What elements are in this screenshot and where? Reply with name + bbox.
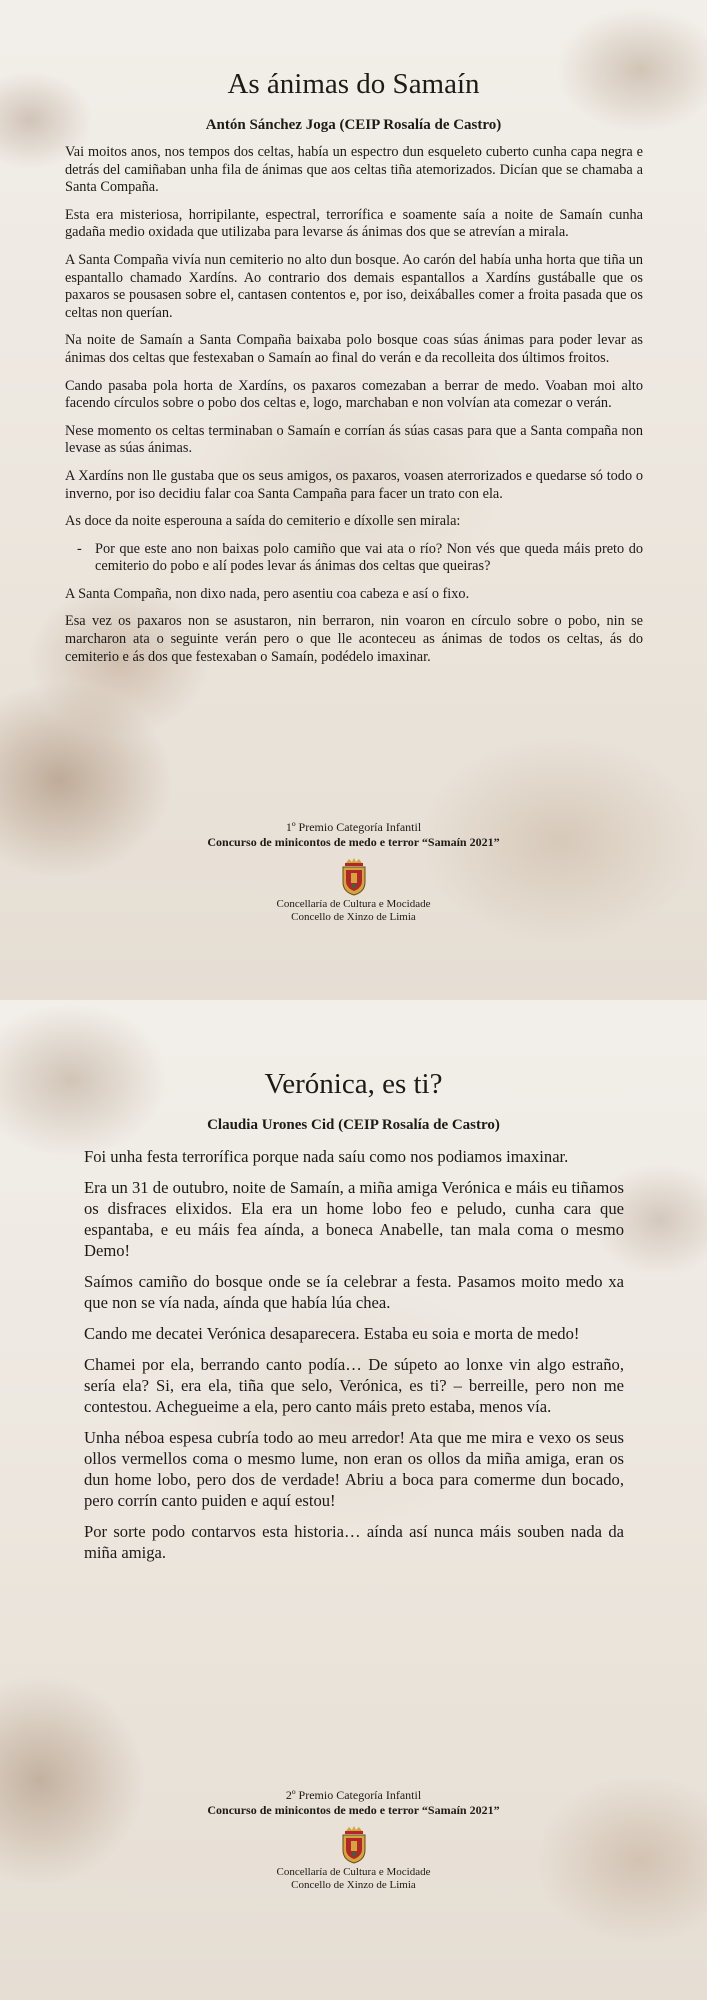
council-crest-icon (341, 858, 367, 896)
paragraph: Esa vez os paxaros non se asustaron, nin berraron, nin voaron en círculo sobre o pobo, nin se marcharon ata o seguinte verán pero o que lle aconteceu as ánimas de todos os celtas, ás do cemiterio e ás dos que festexaban o Samaín, podédelo imaxinar. (65, 613, 643, 665)
prize-label: 2º Premio Categoría Infantil (285, 1788, 422, 1802)
paragraph: Cando me decatei Verónica desaparecera. Estaba eu soia e morta de medo! (84, 1324, 580, 1343)
story-body (84, 1146, 624, 1573)
department-label: Concellaría de Cultura e Mocidade (276, 898, 431, 910)
paragraph: Era un 31 de outubro, noite de Samaín, a miña amiga Verónica e máis eu tiñamos os disfraces elixidos. Ela era un home lobo feo e peludo, cunha cara que espantaba, e eu máis fea aínda, a boneca Anabelle, tan mala coma o mesmo Demo! (84, 1178, 624, 1260)
contest-label: Concurso de minicontos de medo e terror “Samaín 2021” (207, 1803, 500, 1817)
paragraph: A Xardíns non lle gustaba que os seus amigos, os paxaros, voasen aterrorizados e quedarse só todo o inverno, por iso decidiu falar coa Santa Campaña para facer un trato con ela. (65, 467, 643, 502)
paragraph: A Santa Compaña, non dixo nada, pero asentiu coa cabeza e así o fixo. (65, 585, 470, 602)
paragraph: Por sorte podo contarvos esta historia… aínda así nunca máis souben nada da miña amiga. (84, 1522, 624, 1562)
contest-label: Concurso de minicontos de medo e terror “Samaín 2021” (207, 835, 500, 849)
dialogue-quote: - Por que este ano non baixas polo camiño que vai ata o río? Non vés que queda máis preto do cemiterio do pobo e alí podes levar ás ánimas dos celtas que queiras? (87, 541, 643, 576)
dialogue-list (65, 541, 643, 576)
paragraph: Unha néboa espesa cubría todo ao meu arredor! Ata que me mira e vexo os seus ollos vermellos coma o mesmo lume, non eran os ollos da miña amiga, eran os dun home lobo, pero dos de verdade! Abriu a boca para comerme dun bocado, pero corrín canto puiden e aquí estou! (84, 1428, 624, 1510)
story-body (65, 144, 643, 676)
department-label: Concellaría de Cultura e Mocidade (276, 1866, 431, 1878)
story-title: Verónica, es ti? (264, 1068, 443, 1100)
paragraph: As doce da noite esperouna a saída do cemiterio e díxolle sen mirala: (65, 513, 461, 530)
prize-label: 1º Premio Categoría Infantil (285, 820, 422, 834)
story-page-2 (0, 1000, 707, 2000)
paragraph: Saímos camiño do bosque onde se ía celebrar a festa. Pasamos moito medo xa que non se vía nada, aínda que había lúa chea. (84, 1272, 624, 1312)
story-author: Antón Sánchez Joga (CEIP Rosalía de Castro) (205, 117, 502, 133)
story-title: As ánimas do Samaín (227, 68, 480, 100)
paragraph: Esta era misteriosa, horripilante, espectral, terrorífica e soamente saía a noite de Samaín cunha gadaña medio oxidada que utilizaba para levarse ás ánimas dos que se atrevían a mirala. (65, 206, 643, 241)
paragraph: Foi unha festa terrorífica porque nada saíu como nos podiamos imaxinar. (84, 1147, 569, 1166)
paragraph: Nese momento os celtas terminaban o Samaín e corrían ás súas casas para que a Santa compaña non levase as súas ánimas. (65, 422, 643, 457)
paragraph: A Santa Compaña vivía nun cemiterio no alto dun bosque. Ao carón del había unha horta que tiña un espantallo chamado Xardíns. Ao contrario dos demais espantallos a Xardíns gustáballe que os paxaros se pousasen sobre el, cantasen contentos e, por iso, deixáballes comer a froita pasada que os celtas non querían. (65, 251, 643, 321)
paragraph: Vai moitos anos, nos tempos dos celtas, había un espectro dun esqueleto cuberto cunha capa negra e detrás del camiñaban unha fila de ánimas que aos celtas tiña atemorizados. Dicían que se chamaba a Santa Compaña. (65, 144, 643, 196)
council-crest-icon (341, 1826, 367, 1864)
award-footer (0, 1788, 707, 1892)
award-footer (0, 820, 707, 924)
council-label: Concello de Xinzo de Limia (291, 911, 416, 923)
paragraph: Chamei por ela, berrando canto podía… De súpeto ao lonxe vin algo estraño, sería ela? Si, era ela, tiña que selo, Verónica, es ti? – berreille, pero non me contestou. Achegueime a ela, pero canto máis preto estaba, menos vía. (84, 1355, 624, 1416)
paragraph: Cando pasaba pola horta de Xardíns, os paxaros comezaban a berrar de medo. Voaban moi alto facendo círculos sobre o pobo dos celtas e, logo, marchaban e non volvían ata comezar o verán. (65, 377, 643, 412)
paragraph: Na noite de Samaín a Santa Compaña baixaba polo bosque coas súas ánimas para poder levar as ánimas dos celtas que festexaban o Samaín ao final do verán e da recolleita dos últimos froitos. (65, 332, 643, 366)
council-label: Concello de Xinzo de Limia (291, 1879, 416, 1891)
story-author: Claudia Urones Cid (CEIP Rosalía de Castro) (207, 1117, 500, 1133)
